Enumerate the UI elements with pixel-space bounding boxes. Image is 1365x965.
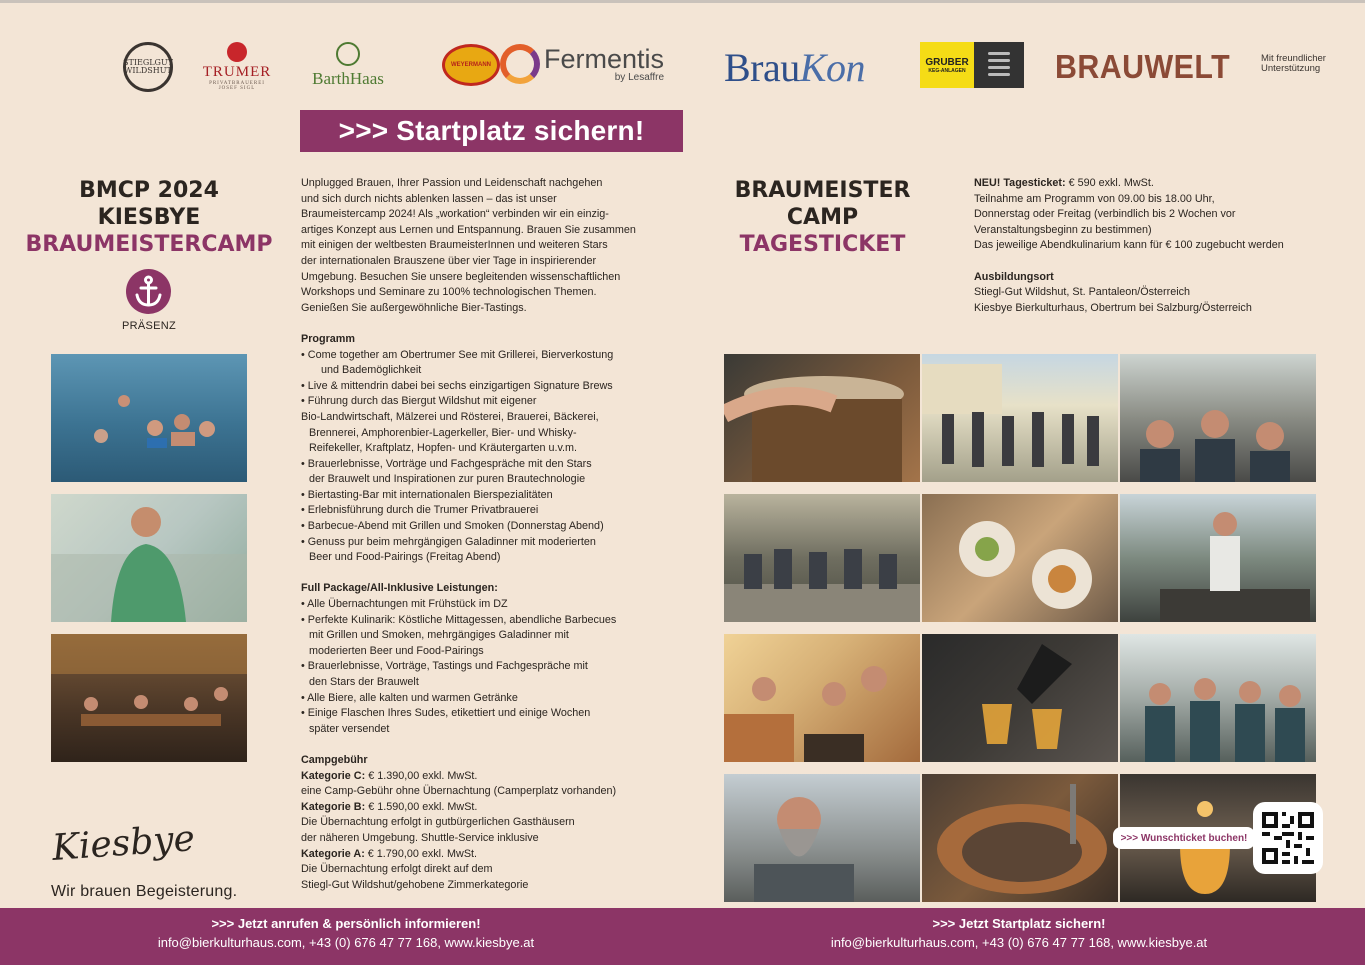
support-note: Mit freundlicher Unterstützung — [1261, 53, 1326, 75]
trumer-emblem-icon — [227, 42, 247, 62]
footer-right — [678, 914, 1360, 952]
tagesticket-info: NEU! Tagesticket: € 590 exkl. MwSt. Teilnahme am Programm von 09.00 bis 18.00 Uhr, Donnerstag oder Freitag (verbindlich bis 2 Wochen vor Veranstaltungsbeginn zu bestimmen) Das jeweilige Abendkulinarium kann für € 100 zugebucht werden Ausbildungsort Stiegl-Gut Wildshut, St. Pantaleon/Österreich Kiesbye Bierkulturhaus, Obertrum bei Salzburg/Österreich — [974, 177, 1284, 314]
anchor-icon — [126, 269, 171, 314]
photo-food-plates — [922, 494, 1118, 622]
mode-label: PRÄSENZ — [121, 320, 177, 332]
hop-icon — [336, 42, 360, 66]
camp-heading: BMCP 2024 KIESBYE BRAUMEISTERCAMP — [25, 178, 273, 257]
photo-seminar-audience — [1120, 354, 1316, 482]
photo-beer-garden — [51, 634, 247, 762]
stiegl-wildshut-logo: STIEGLGUT WILDSHUT — [123, 42, 173, 92]
photo-swimming-lake — [51, 354, 247, 482]
startplatz-banner[interactable]: >>> Startplatz sichern! — [300, 110, 683, 152]
braukon-logo: BrauKon — [724, 45, 865, 90]
footer-call-cta[interactable]: >>> Jetzt anrufen & persönlich informieren! — [211, 916, 481, 931]
fermentis-logo: Fermentis by Lesaffre — [500, 44, 664, 84]
photo-speaker — [51, 494, 247, 622]
photo-outdoor-seating — [724, 494, 920, 622]
fermentis-swirl-icon — [500, 44, 540, 84]
campgebuehr-title: Campgebühr — [301, 753, 368, 766]
brauwelt-logo: BRAUWELT — [1055, 48, 1231, 85]
fullpackage-title: Full Package/All-Inklusive Leistungen: — [301, 582, 498, 595]
gruber-logo: GRUBER KEG-ANLAGEN — [920, 42, 1024, 88]
kiesbye-signature-logo: Kiesbye — [50, 818, 197, 869]
photo-copper-kettle — [922, 774, 1118, 902]
content-column — [301, 176, 661, 893]
footer — [0, 908, 1365, 965]
footer-contact-left[interactable]: info@bierkulturhaus.com, +43 (0) 676 47 77 168, www.kiesbye.at — [157, 935, 535, 950]
weyermann-logo: WEYERMANN — [442, 44, 500, 86]
tagesticket-heading: BRAUMEISTER CAMP TAGESTICKET — [734, 178, 911, 257]
footer-contact-right[interactable]: info@bierkulturhaus.com, +43 (0) 676 47 77 168, www.kiesbye.at — [830, 935, 1208, 950]
photo-bearded-taster — [724, 774, 920, 902]
kiesbye-tagline: Wir brauen Begeisterung. — [51, 883, 238, 900]
barthhaas-logo: BarthHaas — [300, 42, 396, 89]
intro-text: Unplugged Brauen, Ihrer Passion und Leidenschaft nachgehen und sich durch nichts ablenken lassen – das ist unser Braumeistercamp 2024! Als „workation“ verbinden wir ein einzig- artiges Konzept aus Lernen und Entspannung. Brauen Sie zusammen mit einigen der weltbesten BraumeisterInnen und weiteren Stars der internationalen Brauszene über vier Tage in inspirierender Umgebung. Besuchen Sie unsere begleitenden wissenschaftlichen Workshops und Seminare zu 100% technologischen Themen. Genießen Sie außergewöhnliche Bier-Tastings. — [301, 177, 636, 314]
fullpackage-list: • Alle Übernachtungen mit Frühstück im DZ • Perfekte Kulinarik: Köstliche Mittagessen, abendliche Barbecues mit Grillen und Smoken, mehrgängiges Galadinner mit moderierten Beer und Food-Pairings • Brauerlebnisse, Vorträge, Tastings und Fachgespräche mit den Stars der Brauwelt • Alle Biere, alle kalten und warmen Getränke • Einige Flaschen Ihres Sudes, etikettiert und einige Wochen später versendet — [301, 598, 617, 735]
wunschticket-button[interactable]: >>> Wunschticket buchen! — [1113, 827, 1255, 849]
footer-left — [5, 914, 687, 952]
campgebuehr-list: Kategorie C: € 1.390,00 exkl. MwSt. eine Camp-Gebühr ohne Übernachtung (Camperplatz vorhanden) Kategorie B: € 1.590,00 exkl. MwSt. Die Übernachtung erfolgt in gutbürgerlichen Gasthäusern der näheren Umgebung. Shuttle-Service inklusive Kategorie A: € 1.790,00 exkl. MwSt. Die Übernachtung erfolgt direkt auf dem Stiegl-Gut Wildshut/gehobene Zimmerkategorie — [301, 769, 617, 891]
trumer-logo: TRUMER PRIVATBRAUEREI JOSEF SIGL — [199, 42, 275, 91]
programm-list: • Come together am Obertrumer See mit Grillerei, Bierverkostung und Bademöglichkeit • Live & mittendrin dabei bei sechs einzigartigen Signature Brews • Führung durch das Biergut Wildshut mit eigener Bio-Landwirtschaft, Mälzerei und Rösterei, Brauerei, Bäckerei, Brennerei, Amphorenbier-Lagerkeller, Bier- und Whisky- Reifekeller, Kraftplatz, Hopfen- und Kräutergarten u.v.m. • Brauerlebnisse, Vorträge und Fachgespräche mit den Stars der Brauwelt und Inspirationen zur puren Brautechnologie • Biertasting-Bar mit internationalen Bierspezialitäten • Erlebnisführung durch die Trumer Privatbrauerei • Barbecue-Abend mit Grillen und Smoken (Donnerstag Abend) • Genuss pur beim mehrgängigen Galadinner mit moderierten Beer und Food-Pairings (Freitag Abend) — [301, 348, 614, 564]
keg-icon — [974, 42, 1024, 88]
programm-title: Programm — [301, 332, 356, 345]
qr-code-icon[interactable] — [1253, 802, 1323, 874]
photo-brewery-tasting — [724, 634, 920, 762]
top-border — [0, 0, 1365, 3]
ausbildungsort-title: Ausbildungsort — [974, 270, 1054, 283]
footer-startplatz-cta[interactable]: >>> Jetzt Startplatz sichern! — [932, 916, 1106, 931]
photo-group-seated — [1120, 634, 1316, 762]
photo-beer-pouring — [922, 634, 1118, 762]
photo-brewing-barrel — [724, 354, 920, 482]
photo-courtyard-group — [922, 354, 1118, 482]
photo-chef-grilling — [1120, 494, 1316, 622]
